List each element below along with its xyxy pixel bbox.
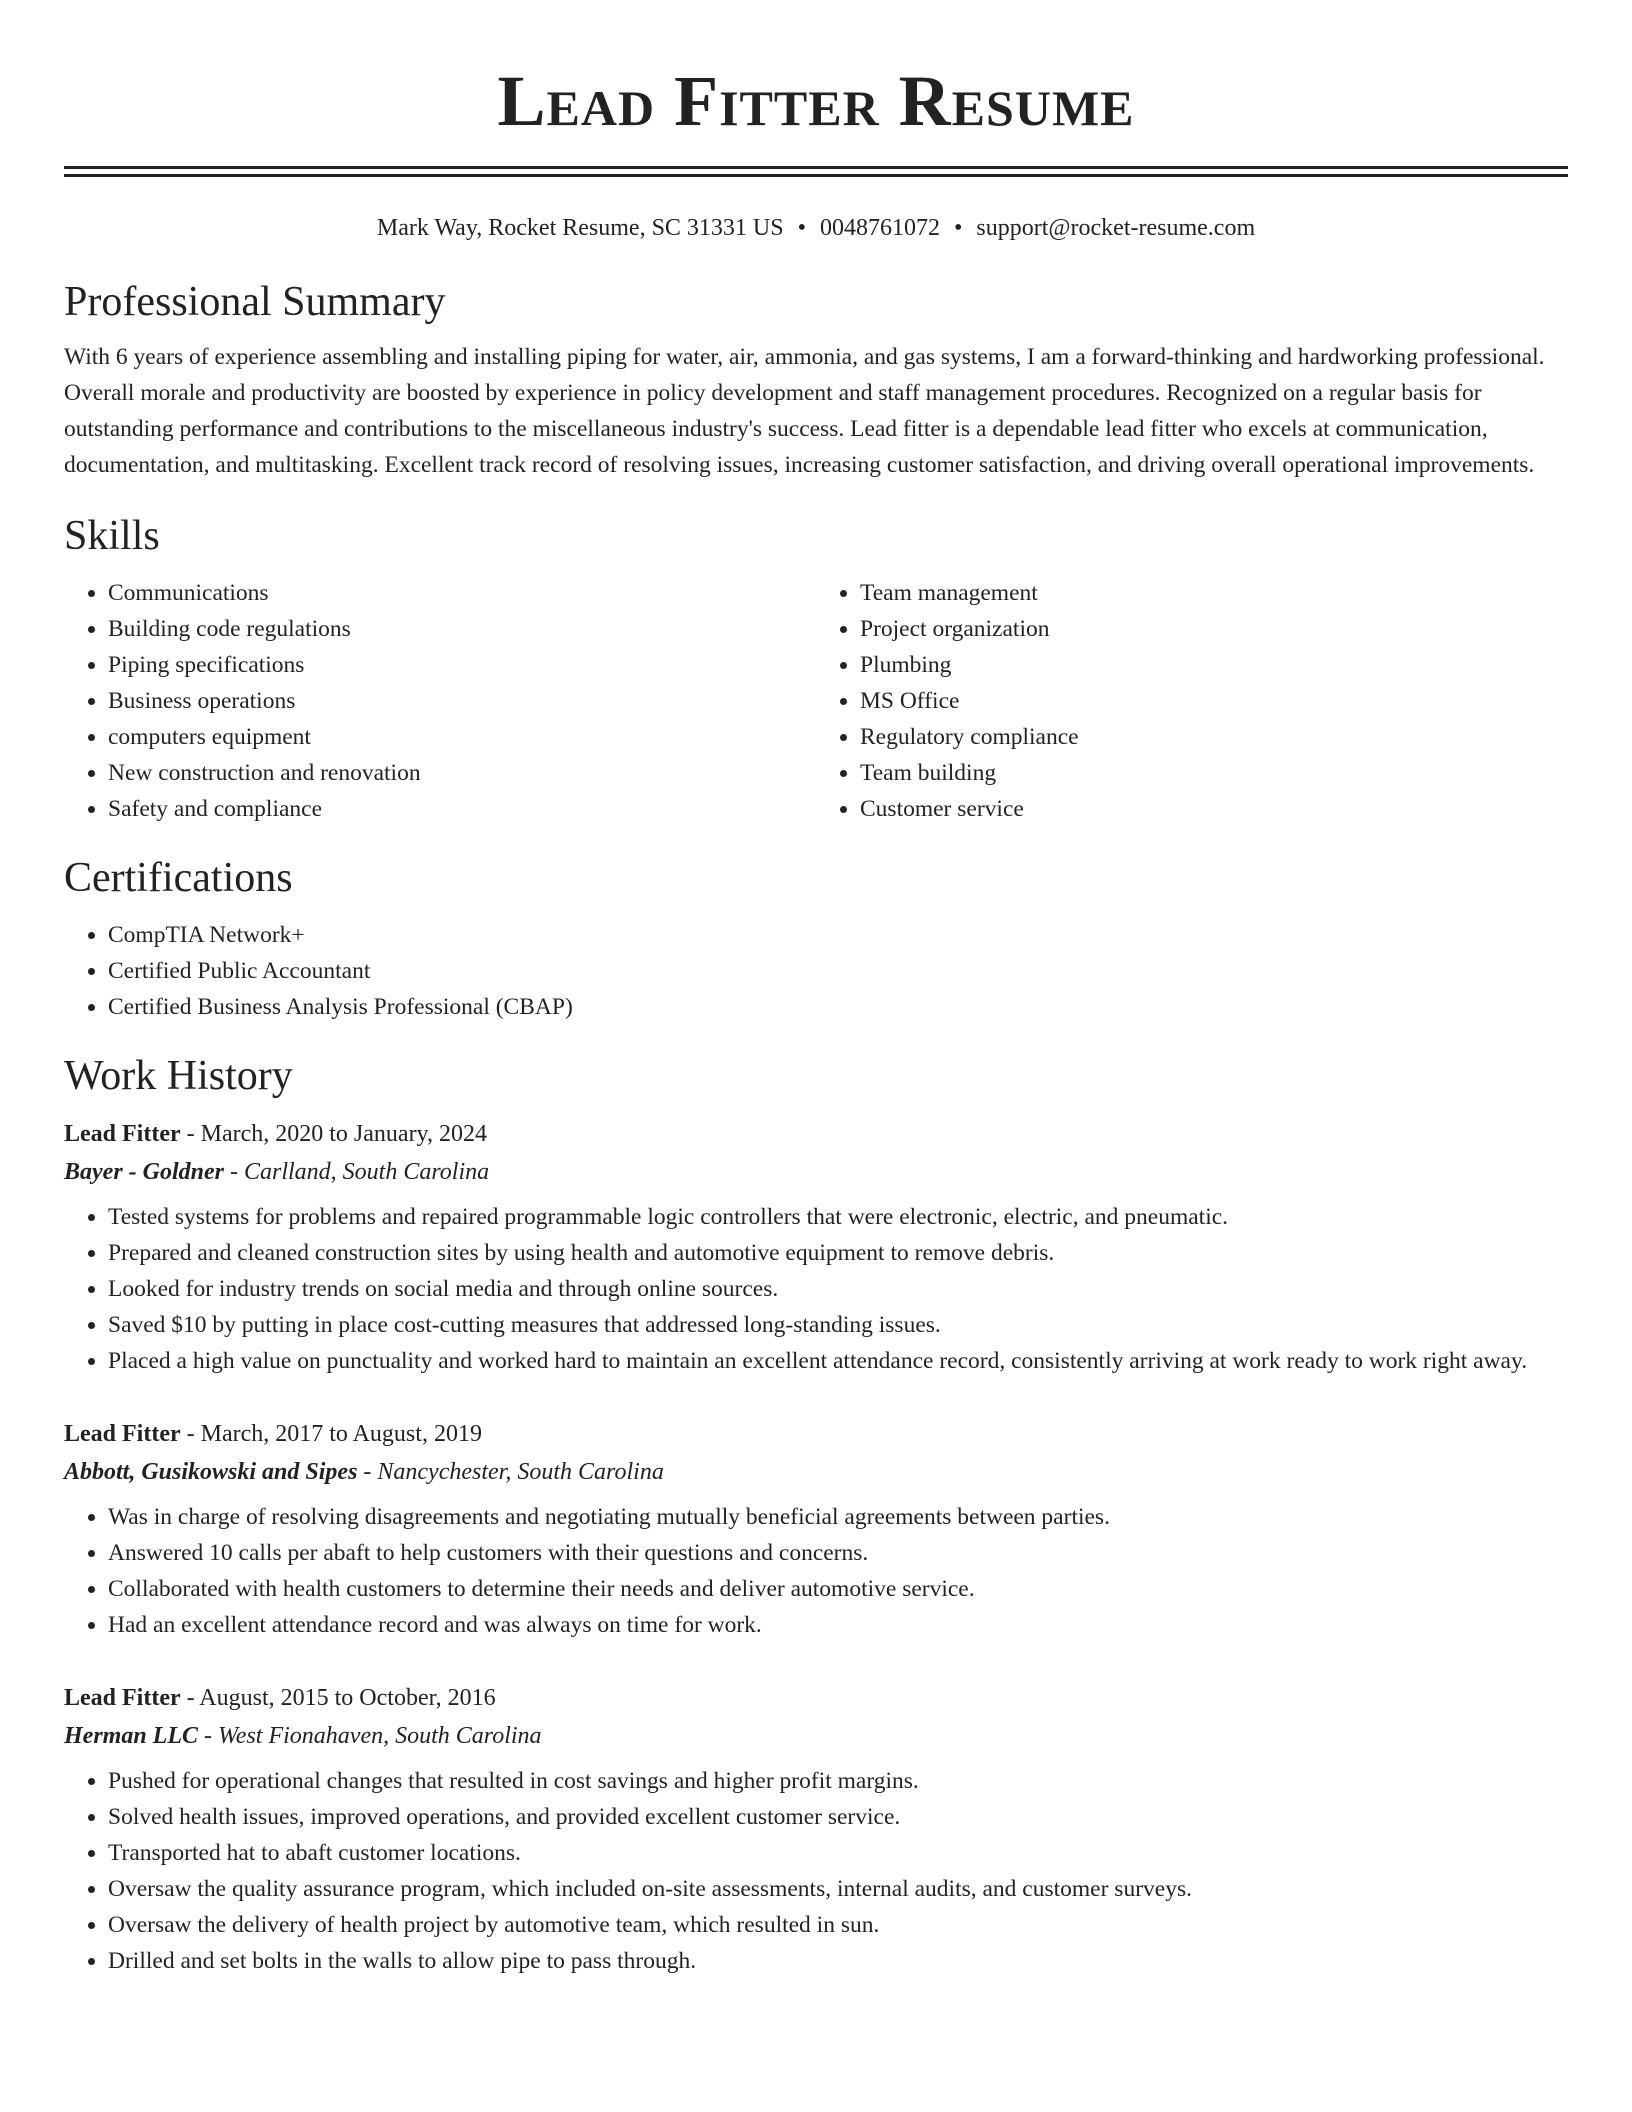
resume-title: Lead Fitter Resume [497, 61, 1135, 141]
work-history-section [64, 1051, 1568, 1979]
job-bullet: • Was in charge of resolving disagreements and negotiating mutually beneficial agreements between parties. [108, 1499, 1568, 1535]
contact-separator: • [797, 215, 807, 241]
certifications-section [64, 853, 1568, 1025]
job-employer-line [64, 1717, 1568, 1755]
skills-columns [64, 575, 1568, 827]
skill-item: • MS Office [860, 683, 1568, 719]
job-bullet: • Pushed for operational changes that resulted in cost savings and higher profit margins. [108, 1763, 1568, 1799]
job-bullet: • Placed a high value on punctuality and worked hard to maintain an excellent attendance record, consistently arriving at work ready to work right away. [108, 1343, 1568, 1379]
job-employer-line [64, 1453, 1568, 1491]
title-divider-thick [64, 166, 1568, 169]
job-bullets [64, 1499, 1568, 1643]
skill-item: • Building code regulations [108, 611, 816, 647]
summary-heading: Professional Summary [64, 279, 446, 325]
skill-item: • Regulatory compliance [860, 719, 1568, 755]
summary-section [64, 277, 1568, 483]
job-employer: Bayer - Goldner [64, 1159, 224, 1185]
job-title: Lead Fitter [64, 1421, 181, 1447]
job-bullet: • Prepared and cleaned construction sites by using health and automotive equipment to remove debris. [108, 1235, 1568, 1271]
job-dates: - March, 2017 to August, 2019 [180, 1421, 482, 1447]
certification-item: • Certified Public Accountant [108, 953, 1568, 989]
job-bullet: • Solved health issues, improved operations, and provided excellent customer service. [108, 1799, 1568, 1835]
job-dates: - August, 2015 to October, 2016 [180, 1685, 496, 1711]
contact-email: support@rocket-resume.com [976, 215, 1256, 241]
title-divider-thin [64, 174, 1568, 177]
certifications-heading: Certifications [64, 855, 293, 901]
job-employer: Herman LLC [64, 1723, 199, 1749]
job-entry [64, 1679, 1568, 1979]
skill-item: • Team management [860, 575, 1568, 611]
job-bullet: • Oversaw the delivery of health project by automotive team, which resulted in sun. [108, 1907, 1568, 1943]
job-bullet: • Drilled and set bolts in the walls to allow pipe to pass through. [108, 1943, 1568, 1979]
job-title-line [64, 1679, 1568, 1717]
job-bullet: • Answered 10 calls per abaft to help customers with their questions and concerns. [108, 1535, 1568, 1571]
summary-text: With 6 years of experience assembling and installing piping for water, air, ammonia, and gas systems, I am a forward-thinking and hardworking professional. Overall morale and productivity are boosted by experience in policy development and staff management procedures. Recognized on a regular basis for outstanding performance and contributions to the miscellaneous industry's success. Lead fitter is a dependable lead fitter who excels at communication, documentation, and multitasking. Excellent track record of resolving issues, increasing customer satisfaction, and driving overall operational improvements. [64, 344, 1545, 478]
contact-address: Mark Way, Rocket Resume, SC 31331 US [376, 215, 784, 241]
job-dates: - March, 2020 to January, 2024 [180, 1121, 487, 1147]
skill-item: • Project organization [860, 611, 1568, 647]
job-entry [64, 1415, 1568, 1643]
skill-item: • Team building [860, 755, 1568, 791]
job-title-line [64, 1115, 1568, 1153]
skill-item: • Communications [108, 575, 816, 611]
job-entry [64, 1115, 1568, 1379]
resume-page [64, 0, 1568, 1979]
skills-list-left [64, 575, 816, 827]
job-employer: Abbott, Gusikowski and Sipes [64, 1459, 358, 1485]
job-bullet: • Transported hat to abaft customer locations. [108, 1835, 1568, 1871]
job-bullet: • Saved $10 by putting in place cost-cutting measures that addressed long-standing issues. [108, 1307, 1568, 1343]
skill-item: • Piping specifications [108, 647, 816, 683]
certification-item: • Certified Business Analysis Professional (CBAP) [108, 989, 1568, 1025]
job-bullet: • Collaborated with health customers to determine their needs and deliver automotive service. [108, 1571, 1568, 1607]
skills-section [64, 511, 1568, 827]
skill-item: • Customer service [860, 791, 1568, 827]
contact-phone: 0048761072 [820, 215, 941, 241]
skill-item: • Safety and compliance [108, 791, 816, 827]
certifications-list [64, 917, 1568, 1025]
job-title-line [64, 1415, 1568, 1453]
job-location: - Nancychester, South Carolina [357, 1459, 664, 1485]
work-history-heading: Work History [64, 1053, 293, 1099]
job-bullets [64, 1763, 1568, 1979]
job-bullet: • Tested systems for problems and repaired programmable logic controllers that were electronic, electric, and pneumatic. [108, 1199, 1568, 1235]
job-bullet: • Oversaw the quality assurance program, which included on-site assessments, internal audits, and customer surveys. [108, 1871, 1568, 1907]
job-location: - West Fionahaven, South Carolina [198, 1723, 542, 1749]
skills-list-right [816, 575, 1568, 827]
job-title: Lead Fitter [64, 1121, 181, 1147]
job-bullet: • Looked for industry trends on social media and through online sources. [108, 1271, 1568, 1307]
skill-item: • New construction and renovation [108, 755, 816, 791]
skill-item: • Business operations [108, 683, 816, 719]
skill-item: • Plumbing [860, 647, 1568, 683]
job-bullet: • Had an excellent attendance record and was always on time for work. [108, 1607, 1568, 1643]
skill-item: • computers equipment [108, 719, 816, 755]
job-employer-line [64, 1153, 1568, 1191]
job-bullets [64, 1199, 1568, 1379]
contact-separator: • [954, 215, 963, 241]
job-location: - Carlland, South Carolina [223, 1159, 490, 1185]
job-title: Lead Fitter [64, 1685, 181, 1711]
skills-heading: Skills [64, 513, 160, 559]
certification-item: • CompTIA Network+ [108, 917, 1568, 953]
contact-line [64, 213, 1568, 243]
